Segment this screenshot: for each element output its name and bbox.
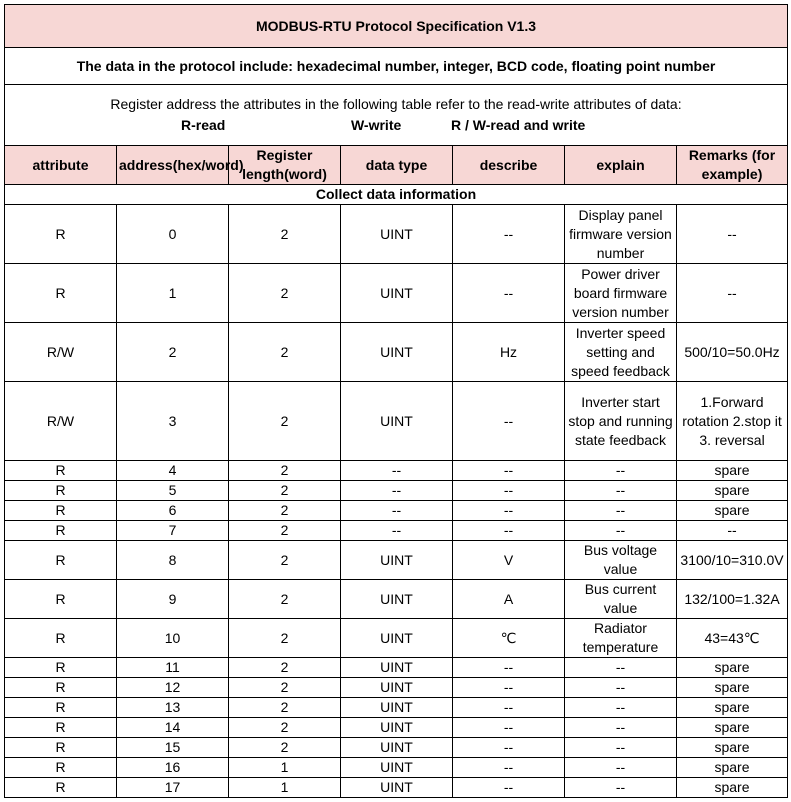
cell-length: 2 — [229, 718, 341, 738]
cell-address: 1 — [117, 264, 229, 323]
cell-address: 5 — [117, 481, 229, 501]
cell-attribute: R — [5, 580, 117, 619]
cell-describe: -- — [453, 461, 565, 481]
cell-explain: -- — [565, 738, 677, 758]
cell-address: 17 — [117, 778, 229, 798]
table-row — [5, 323, 788, 382]
cell-address: 6 — [117, 501, 229, 521]
cell-datatype: UINT — [341, 580, 453, 619]
cell-address: 8 — [117, 541, 229, 580]
cell-address: 3 — [117, 382, 229, 461]
cell-length: 1 — [229, 778, 341, 798]
cell-explain: Inverter start stop and running state feedback — [565, 382, 677, 461]
table-header-row — [5, 146, 788, 185]
cell-address: 7 — [117, 521, 229, 541]
cell-remarks: spare — [677, 758, 788, 778]
cell-attribute: R — [5, 698, 117, 718]
cell-length: 2 — [229, 698, 341, 718]
cell-length: 2 — [229, 382, 341, 461]
table-row — [5, 461, 788, 481]
cell-address: 4 — [117, 461, 229, 481]
cell-datatype: -- — [341, 501, 453, 521]
header-length: Register length(word) — [229, 146, 341, 185]
cell-explain: -- — [565, 481, 677, 501]
header-describe: describe — [453, 146, 565, 185]
cell-describe: -- — [453, 698, 565, 718]
cell-remarks: spare — [677, 778, 788, 798]
table-row — [5, 658, 788, 678]
cell-describe: -- — [453, 501, 565, 521]
cell-explain: -- — [565, 658, 677, 678]
cell-describe: -- — [453, 521, 565, 541]
table-row — [5, 619, 788, 658]
cell-address: 12 — [117, 678, 229, 698]
cell-datatype: UINT — [341, 323, 453, 382]
cell-remarks: -- — [677, 521, 788, 541]
cell-address: 11 — [117, 658, 229, 678]
table-row — [5, 718, 788, 738]
cell-attribute: R — [5, 521, 117, 541]
cell-attribute: R — [5, 501, 117, 521]
cell-remarks: spare — [677, 461, 788, 481]
cell-length: 1 — [229, 758, 341, 778]
cell-describe: V — [453, 541, 565, 580]
cell-datatype: UINT — [341, 738, 453, 758]
cell-address: 13 — [117, 698, 229, 718]
cell-attribute: R — [5, 758, 117, 778]
section-row — [5, 185, 788, 205]
cell-datatype: UINT — [341, 778, 453, 798]
cell-describe: -- — [453, 758, 565, 778]
cell-attribute: R — [5, 778, 117, 798]
cell-explain: -- — [565, 778, 677, 798]
cell-describe: A — [453, 580, 565, 619]
cell-datatype: UINT — [341, 718, 453, 738]
cell-address: 10 — [117, 619, 229, 658]
cell-attribute: R — [5, 481, 117, 501]
cell-length: 2 — [229, 738, 341, 758]
cell-datatype: UINT — [341, 382, 453, 461]
header-attribute: attribute — [5, 146, 117, 185]
cell-address: 16 — [117, 758, 229, 778]
cell-remarks: spare — [677, 481, 788, 501]
cell-remarks: 43=43℃ — [677, 619, 788, 658]
cell-remarks: spare — [677, 738, 788, 758]
legend-readwrite: R / W-read and write — [451, 117, 586, 133]
rw-legend — [7, 116, 785, 135]
cell-attribute: R — [5, 461, 117, 481]
cell-remarks: 1.Forward rotation 2.stop it 3. reversal — [677, 382, 788, 461]
header-datatype: data type — [341, 146, 453, 185]
cell-attribute: R — [5, 619, 117, 658]
cell-remarks: -- — [677, 205, 788, 264]
cell-address: 14 — [117, 718, 229, 738]
table-row — [5, 264, 788, 323]
cell-length: 2 — [229, 501, 341, 521]
cell-explain: -- — [565, 758, 677, 778]
cell-datatype: UINT — [341, 205, 453, 264]
protocol-table — [4, 4, 788, 798]
cell-remarks: spare — [677, 698, 788, 718]
cell-describe: -- — [453, 778, 565, 798]
cell-datatype: UINT — [341, 541, 453, 580]
table-row — [5, 678, 788, 698]
cell-attribute: R — [5, 658, 117, 678]
cell-datatype: -- — [341, 461, 453, 481]
cell-explain: -- — [565, 678, 677, 698]
cell-explain: -- — [565, 521, 677, 541]
cell-length: 2 — [229, 323, 341, 382]
header-address: address(hex/word) — [117, 146, 229, 185]
legend-write: W-write — [351, 117, 402, 133]
cell-length: 2 — [229, 461, 341, 481]
cell-describe: -- — [453, 205, 565, 264]
cell-attribute: R — [5, 264, 117, 323]
cell-describe: -- — [453, 718, 565, 738]
cell-attribute: R — [5, 541, 117, 580]
cell-remarks: spare — [677, 718, 788, 738]
table-row — [5, 521, 788, 541]
cell-length: 2 — [229, 658, 341, 678]
cell-attribute: R — [5, 205, 117, 264]
data-types-subtitle: The data in the protocol include: hexadecimal number, integer, BCD code, floating point number — [5, 48, 788, 85]
cell-explain: Radiator temperature — [565, 619, 677, 658]
cell-datatype: UINT — [341, 658, 453, 678]
table-row — [5, 758, 788, 778]
cell-datatype: UINT — [341, 619, 453, 658]
cell-length: 2 — [229, 481, 341, 501]
cell-explain: Display panel firmware version number — [565, 205, 677, 264]
cell-remarks: spare — [677, 501, 788, 521]
cell-attribute: R — [5, 678, 117, 698]
cell-datatype: UINT — [341, 264, 453, 323]
intro-text: Register address the attributes in the following table refer to the read-write attributes of data: — [110, 96, 682, 112]
table-row — [5, 698, 788, 718]
header-explain: explain — [565, 146, 677, 185]
cell-length: 2 — [229, 264, 341, 323]
cell-length: 2 — [229, 541, 341, 580]
cell-address: 9 — [117, 580, 229, 619]
cell-address: 2 — [117, 323, 229, 382]
cell-datatype: -- — [341, 481, 453, 501]
page-title: MODBUS-RTU Protocol Specification V1.3 — [5, 5, 788, 48]
cell-address: 15 — [117, 738, 229, 758]
cell-describe: -- — [453, 658, 565, 678]
table-row — [5, 382, 788, 461]
table-row — [5, 541, 788, 580]
cell-explain: -- — [565, 501, 677, 521]
cell-describe: ℃ — [453, 619, 565, 658]
cell-remarks: -- — [677, 264, 788, 323]
table-row — [5, 738, 788, 758]
cell-remarks: 132/100=1.32A — [677, 580, 788, 619]
cell-datatype: -- — [341, 521, 453, 541]
cell-attribute: R — [5, 718, 117, 738]
cell-explain: Bus voltage value — [565, 541, 677, 580]
cell-explain: Bus current value — [565, 580, 677, 619]
cell-remarks: spare — [677, 658, 788, 678]
cell-explain: -- — [565, 698, 677, 718]
cell-describe: -- — [453, 382, 565, 461]
legend-read: R-read — [181, 117, 226, 133]
cell-datatype: UINT — [341, 758, 453, 778]
cell-address: 0 — [117, 205, 229, 264]
intro-note — [5, 85, 788, 146]
table-row — [5, 481, 788, 501]
cell-remarks: 3100/10=310.0V — [677, 541, 788, 580]
cell-explain: Power driver board firmware version number — [565, 264, 677, 323]
cell-describe: -- — [453, 481, 565, 501]
cell-explain: Inverter speed setting and speed feedback — [565, 323, 677, 382]
cell-attribute: R/W — [5, 382, 117, 461]
cell-remarks: spare — [677, 678, 788, 698]
table-row — [5, 501, 788, 521]
cell-datatype: UINT — [341, 678, 453, 698]
header-remarks: Remarks (for example) — [677, 146, 788, 185]
table-row — [5, 778, 788, 798]
cell-explain: -- — [565, 718, 677, 738]
section-title: Collect data information — [5, 185, 788, 205]
cell-describe: -- — [453, 738, 565, 758]
cell-describe: -- — [453, 678, 565, 698]
cell-datatype: UINT — [341, 698, 453, 718]
cell-attribute: R — [5, 738, 117, 758]
table-row — [5, 205, 788, 264]
cell-describe: -- — [453, 264, 565, 323]
cell-explain: -- — [565, 461, 677, 481]
cell-attribute: R/W — [5, 323, 117, 382]
table-row — [5, 580, 788, 619]
cell-length: 2 — [229, 580, 341, 619]
cell-length: 2 — [229, 619, 341, 658]
cell-length: 2 — [229, 678, 341, 698]
cell-length: 2 — [229, 205, 341, 264]
cell-remarks: 500/10=50.0Hz — [677, 323, 788, 382]
cell-length: 2 — [229, 521, 341, 541]
cell-describe: Hz — [453, 323, 565, 382]
